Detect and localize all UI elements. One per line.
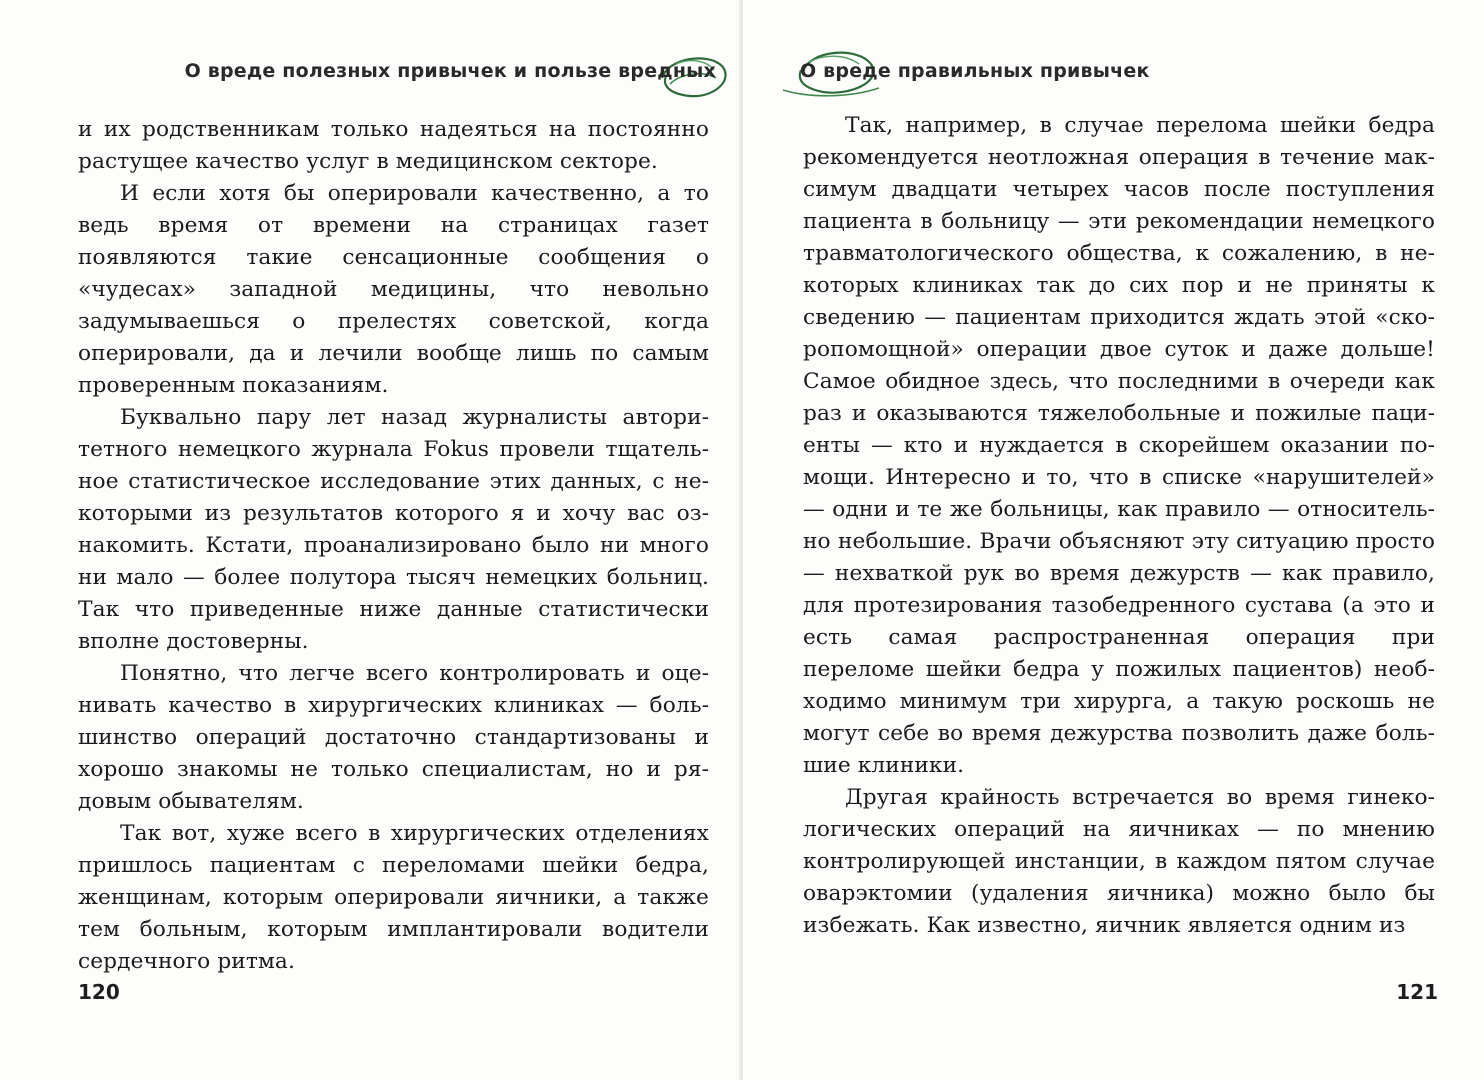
body-text [803,110,1435,942]
body-text [78,114,709,978]
running-header: О вреде правильных привычек [800,60,1150,82]
page-number: 120 [78,980,120,1004]
paragraph: Другая крайность встречается во время гинекологических операций на яичниках — по мнению контролирующей инстанции, в каждом пятом случае оварэктомии (удаления яичника) можно было бы избежать. Как известно, яичник является одним из [803,785,1435,938]
paragraph: Так вот, хуже всего в хирургических отделениях пришлось пациентам с переломами шейки бедра, женщинам, которым оперировали яичники, а также тем больным, которым имплантировали водители сердечного ритма. [78,821,709,974]
paragraph: Так, например, в случае перелома шейки бедра рекомендуется неотложная операция в течение максимум двадцати четырех часов после поступления пациента в больницу — эти рекомендации немецкого травматологического общества, к сожалению, в некоторых клиниках так до сих пор и не приняты к сведению — пациентам приходится ждать этой «скоропомощной» операции двое суток и даже дольше! Самое обидное здесь, что последними в очереди как раз и оказываются тяжелобольные и пожилые пациенты — кто и нуждается в скорейшем оказании помощи. Интересно и то, что в списке «нарушителей» — одни и те же больницы, как правило — относительно небольшие. Врачи объясняют эту ситуацию просто — нехваткой рук во время дежурств — как правило, для протезирования тазобедренного сустава (а это и есть самая распространенная операция при переломе шейки бедра у пожилых пациентов) необходимо минимум три хирурга, а такую роскошь не могут себе во время дежурства позволить даже большие клиники. [803,113,1435,778]
paragraph: Буквально пару лет назад журналисты авторитетного немецкого журнала Fokus провели тщательное статистическое исследование этих данных, с некоторыми из результатов которого я и хочу вас ознакомить. Кстати, проанализировано было ни много ни мало — более полутора тысяч немецких больниц. Так что приведенные ниже данные статистически вполне достоверны. [78,405,709,654]
paragraph: и их родственникам только надеяться на постоянно растущее качество услуг в медицинском секторе. [78,117,709,174]
paragraph: Понятно, что легче всего контролировать и оценивать качество в хирургических клиниках — большинство операций достаточно стандартизованы и хорошо знакомы не только специалистам, но и рядовым обывателям. [78,661,709,814]
page-number: 121 [1396,980,1438,1004]
right-page [743,0,1484,1080]
running-header: О вреде полезных привычек и пользе вредных [184,60,716,82]
paragraph: И если хотя бы оперировали качественно, а то ведь время от времени на страницах газет появляются такие сенсационные сообщения о «чудесах» западной медицины, что невольно задумываешься о прелестях советской, когда оперировали, да и лечили вообще лишь по самым проверенным показаниям. [78,181,709,398]
left-page [0,0,741,1080]
